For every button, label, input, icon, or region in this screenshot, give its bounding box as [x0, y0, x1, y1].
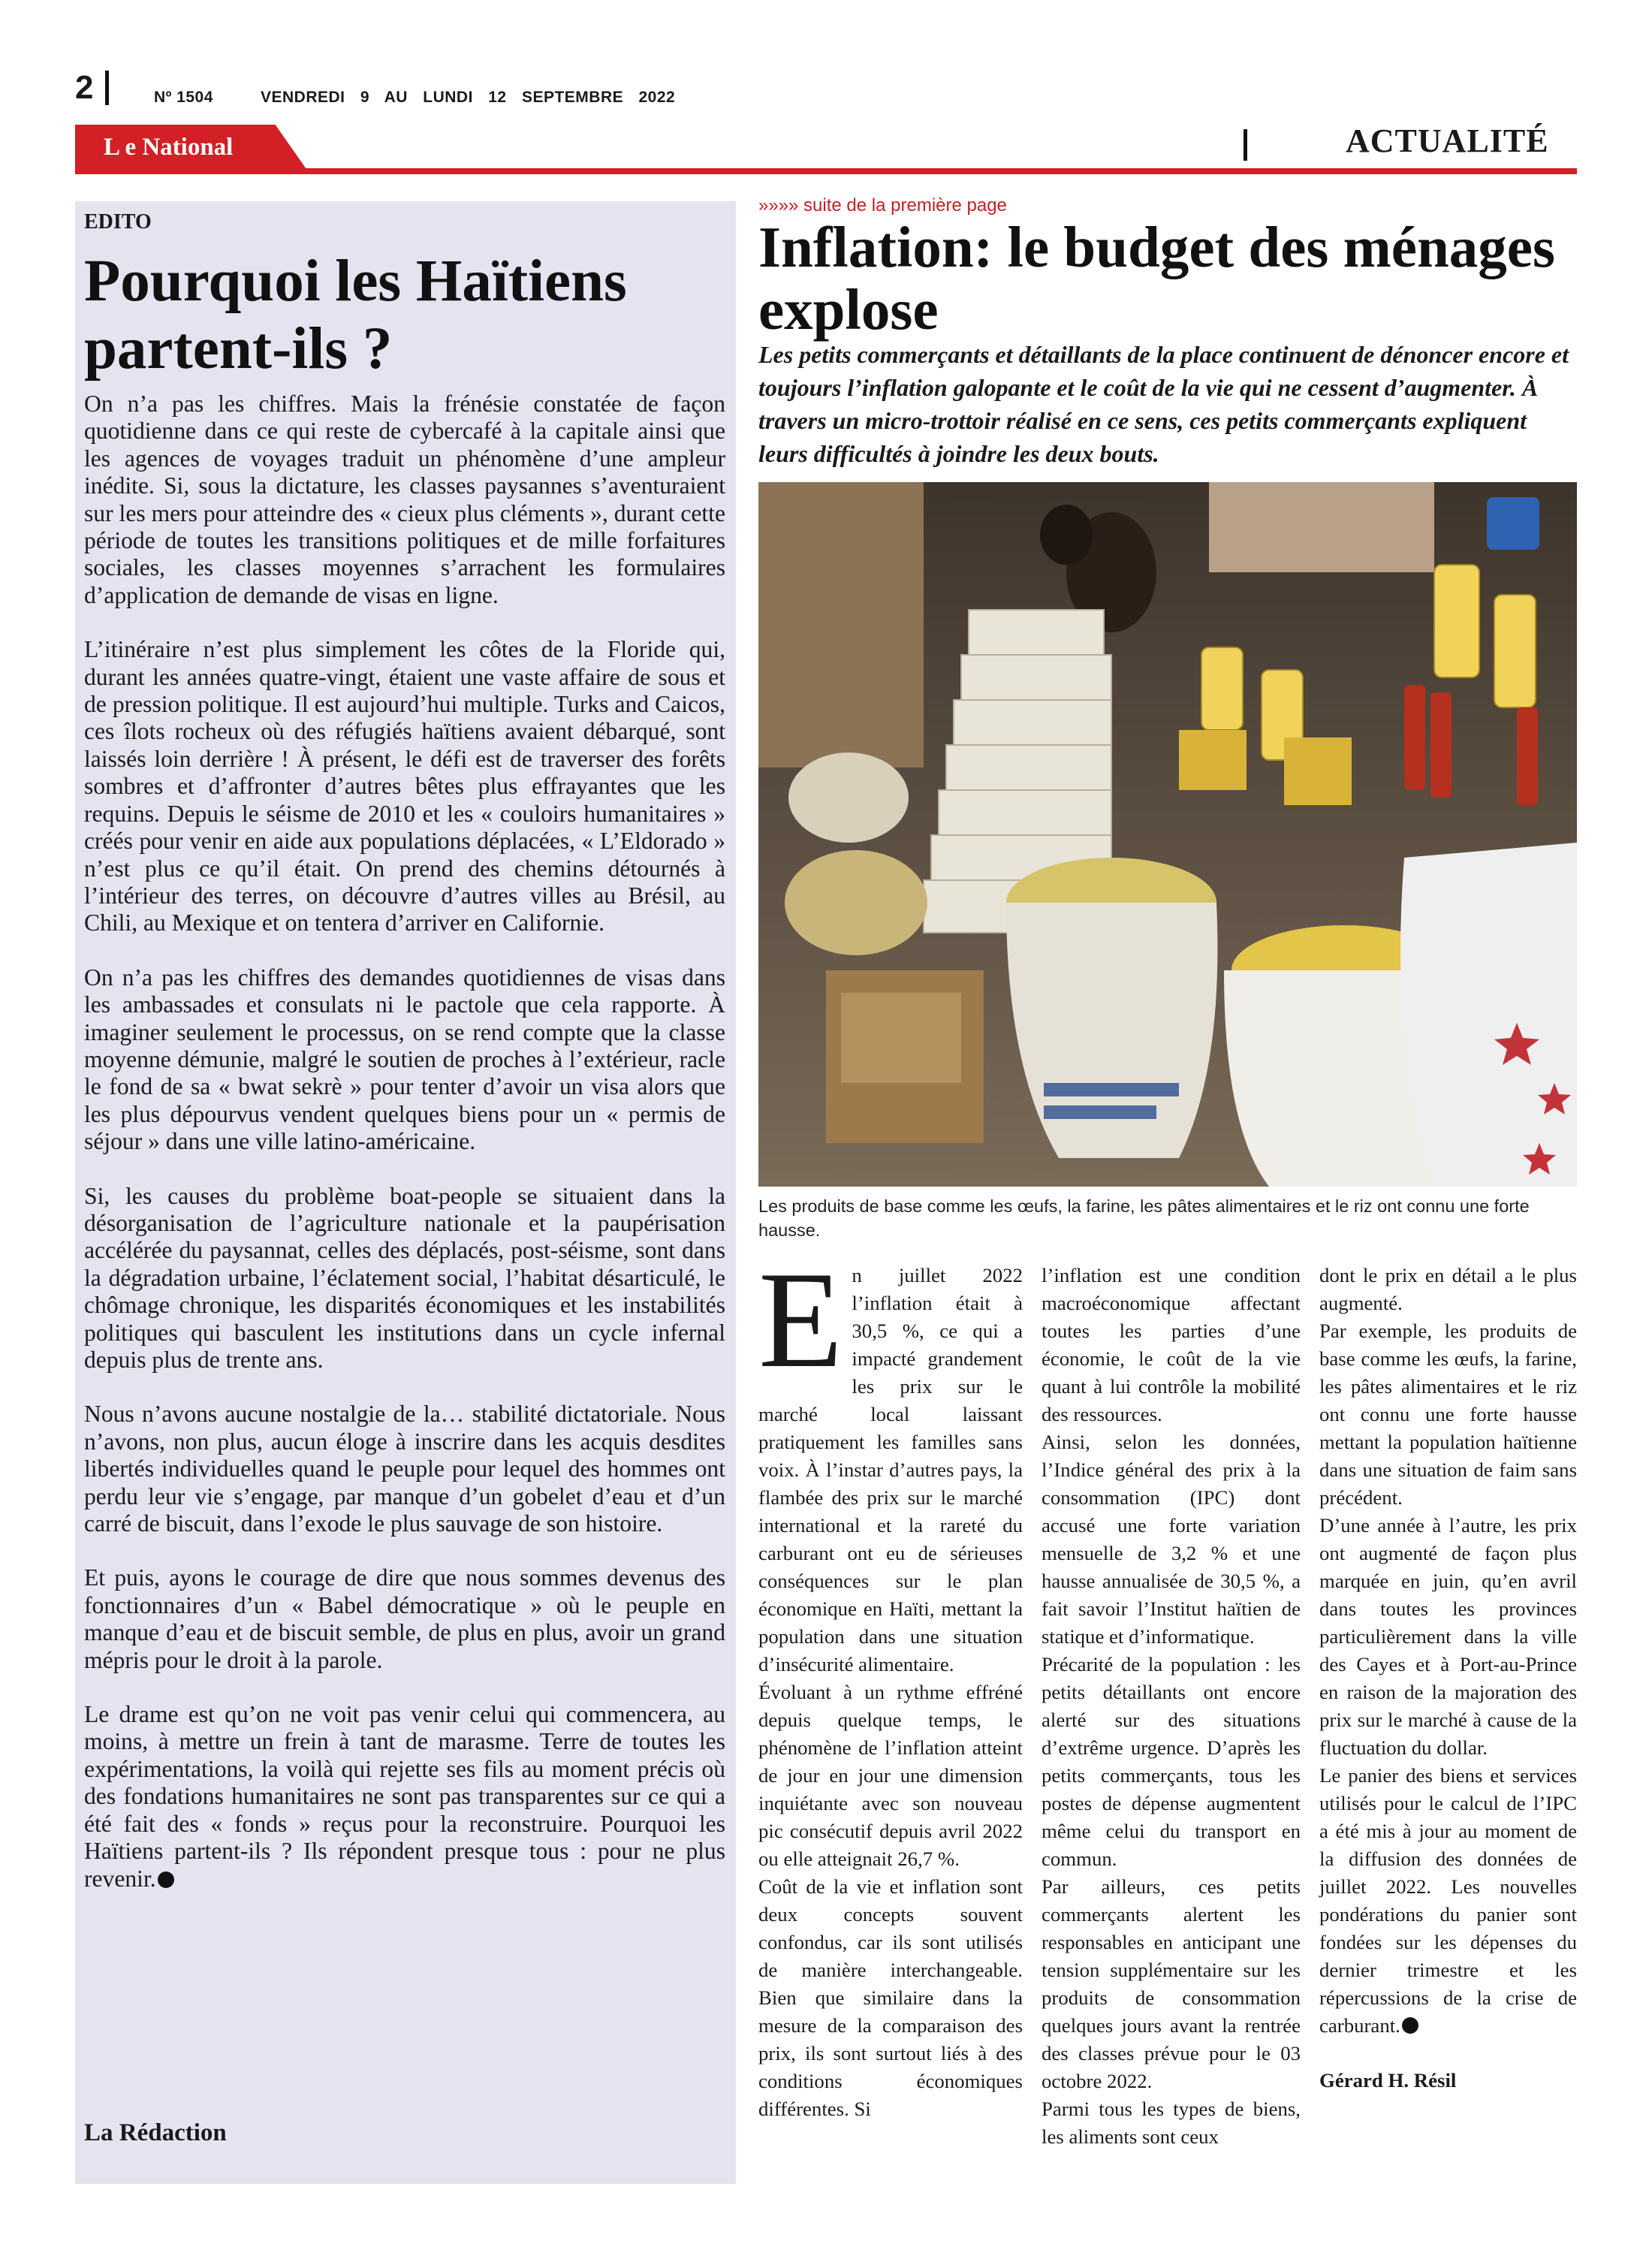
article-column-3	[1319, 1262, 1577, 2095]
header-rule	[75, 168, 1577, 174]
article-author: Gérard H. Résil	[1319, 2069, 1457, 2092]
article-paragraph: Par exemple, les produits de base comme les œufs, la farine, les pâtes alimentaires et le riz ont connu une forte hausse mettant la population haïtienne dans une situation de faim sans précédent.	[1319, 1320, 1577, 1509]
section-divider	[1244, 129, 1247, 161]
edito-paragraph: On n’a pas les chiffres. Mais la frénésie constatée de façon quotidienne dans ce qui reste de cybercafé à la capitale ainsi que les agences de voyages traduit un phénomène d’une ampleur inédite. Si, sous la dictature, les classes paysannes s’aventuraient sur les mers pour atteindre des « cieux plus cléments », durant cette période de toutes les transitions politiques et de mille forfaitures sociales, les classes moyennes s’arrachent les formulaires d’application de demande de visas en ligne.	[84, 391, 725, 608]
edito-paragraph	[84, 1701, 725, 1893]
article-paragraph: Parmi tous les types de biens, les aliments sont ceux	[1042, 2098, 1301, 2148]
edito-paragraph: On n’a pas les chiffres des demandes quotidiennes de visas dans les ambassades et consulats ni le pactole que cela rapporte. À imaginer seulement le processus, on se rend compte que la classe moyenne démunie, malgré le soutien de proches à l’extérieur, racle le fond de sa « bwat sekrè » pour tenter d’avoir un visa alors que les plus dépourvus vendent quelques biens pour un « permis de séjour » dans une ville latino-américaine.	[84, 964, 725, 1155]
issue-number: Nº 1504	[154, 89, 213, 106]
article-paragraph: l’inflation est une condition macroéconomique affectant toutes les parties d’une économie, le coût de la vie quant à lui contrôle la mobilité des ressources.	[1042, 1264, 1301, 1425]
article-paragraph: Précarité de la population : les petits détaillants ont encore alerté sur des situations d’extrême urgence. D’après les petits commerçants, tous les postes de dépense augmentent même celui du transport en commun.	[1042, 1653, 1301, 1870]
article-paragraph	[758, 1243, 1023, 1678]
article-paragraph: Par ailleurs, ces petits commerçants alertent les responsables en anticipant une tension supplémentaire sur les produits de consommation quelques jours avant la rentrée des classes prévue pour le 03 octobre 2022.	[1042, 1875, 1301, 2092]
article-paragraph	[1319, 1762, 1577, 2040]
article-paragraph: Coût de la vie et inflation sont deux concepts souvent confondus, car ils sont utilisés de manière interchangeable. Bien que similaire dans la mesure de la comparaison des prix, ils sont surtout liés à des conditions économiques différentes. Si	[758, 1875, 1023, 2120]
edito-paragraph: Nous n’avons aucune nostalgie de la… stabilité dictatoriale. Nous n’avons, non plus, aucun éloge à inscrire dans les acquis desdites libertés individuelles quand le peuple pour lequel des hommes ont perdu leur vie s’engage, par manque d’un gobelet d’eau et d’un carré de biscuit, dans l’exode le plus sauvage de son histoire.	[84, 1401, 725, 1537]
drop-cap: E	[758, 1243, 843, 1396]
edito-label: EDITO	[84, 210, 152, 234]
article-paragraph: Évoluant à un rythme effréné depuis quelque temps, le phénomène de l’inflation atteint de jour en jour une dimension inquiétante avec son nouveau pic consécutif depuis avril 2022 ou elle atteignait 26,7 %.	[758, 1681, 1023, 1870]
edito-body	[84, 391, 725, 1920]
article-paragraph: dont le prix en détail a le plus augmenté.	[1319, 1264, 1577, 1314]
end-mark-icon	[1402, 2017, 1418, 2034]
article-lead: Les petits commerçants et détaillants de la place continuent de dénoncer encore et toujours l’inflation galopante et le coût de la vie qui ne cessent d’augmenter. À travers un micro-trottoir réalisé en ce sens, ces petits commerçants expliquent leurs difficultés à joindre les deux bouts.	[758, 341, 1569, 467]
article-column-2	[1042, 1262, 1301, 2151]
page-number: 2	[75, 69, 94, 106]
article-paragraph-text: n juillet 2022 l’inflation était à 30,5 %, ce qui a impacté grandement les prix sur le marché local laissant pratiquement les familles sans voix. À l’instar d’autres pays, la flambée des prix sur le marché international et la rareté du carburant ont eu de sérieuses conséquences sur le plan économique en Haïti, mettant la population dans une situation d’insécurité alimentaire.	[758, 1264, 1023, 1675]
edito-paragraph: Et puis, ayons le courage de dire que nous sommes devenus des fonctionnaires d’un « Babel démocratique » où le peuple en manque d’eau et de biscuit semble, de plus en plus, avoir un grand mépris pour le droit à la parole.	[84, 1564, 725, 1673]
edito-title: Pourquoi les Haïtiens partent-ils ?	[84, 249, 627, 382]
market-photo	[758, 482, 1577, 1187]
article-paragraph-text: Le panier des biens et services utilisés pour le calcul de l’IPC a été mis à jour au moment de la diffusion des données de juillet 2022. Les nouvelles pondérations du panier sont fondées sur les dépenses du dernier trimestre et les répercussions de la crise de carburant.	[1319, 1764, 1577, 2037]
section-title: ACTUALITÉ	[1346, 122, 1549, 159]
brand-logo: L e National	[104, 134, 234, 161]
issue-date: VENDREDI 9 AU LUNDI 12 SEPTEMBRE 2022	[261, 89, 676, 106]
header-divider	[105, 71, 109, 105]
article-paragraph: Ainsi, selon les données, l’Indice général des prix à la consommation (IPC) dont accusé une forte variation mensuelle de 3,2 % et une hausse annualisée de 30,5 %, a fait savoir l’Institut haïtien de statique et d’informatique.	[1042, 1431, 1301, 1648]
article-paragraph: D’une année à l’autre, les prix ont augmenté de façon plus marquée en juin, qu’en avril dans toutes les provinces particulièrement dans la ville des Cayes et à Port-au-Prince en raison de la majoration des prix sur le marché à cause de la fluctuation du dollar.	[1319, 1514, 1577, 1759]
continuation-kicker: »»»» suite de la première page	[758, 195, 1007, 216]
edito-signature: La Rédaction	[84, 2119, 227, 2146]
edito-paragraph: L’itinéraire n’est plus simplement les côtes de la Floride qui, durant les années quatre-vingt, étaient une vaste affaire de sous et de pression politique. Il est aujourd’hui multiple. Turks and Caicos, ces îlots rocheux où des réfugiés haïtiens avaient débarqué, sont laissés loin derrière ! À présent, le défi est de traverser des forêts sombres et d’affronter d’autres bêtes plus effrayantes que les requins. Depuis le séisme de 2010 et les « couloirs humanitaires » créés pour venir en aide aux populations déplacées, « L’Eldorado » n’est plus ce qu’il était. On prend des chemins détournés à l’intérieur des terres, on découvre d’autres villes au Brésil, au Chili, au Mexique et on tentera d’arriver en Californie.	[84, 636, 725, 936]
article-column-1	[758, 1243, 1023, 2123]
edito-paragraph-text: Le drame est qu’on ne voit pas venir celui qui commencera, au moins, à mettre un frein à tant de marasme. Terre de toutes les expérimentations, la voilà qui rejette ses fils au moment précis où des fondations humanitaires ne sont pas transparentes sur ce qui a été fait des « fonds » reçus pour la reconstruire. Pourquoi les Haïtiens partent-ils ? Ils répondent presque tous : pour ne plus revenir.	[84, 1701, 725, 1892]
photo-caption: Les produits de base comme les œufs, la farine, les pâtes alimentaires et le riz ont connu une forte hausse.	[758, 1196, 1530, 1240]
end-mark-icon	[158, 1871, 174, 1888]
edito-paragraph: Si, les causes du problème boat-people se situaient dans la désorganisation de l’agriculture nationale et la paupérisation accélérée du paysannat, celles des déplacés, post-séisme, sont dans la dégradation urbaine, l’éclatement social, l’habitat désarticulé, le chômage chronique, les disparités économiques et les instabilités politiques qui basculent les institutions dans un cycle infernal depuis plus de trente ans.	[84, 1182, 725, 1373]
article-title: Inflation: le budget des ménages explose	[758, 215, 1555, 342]
